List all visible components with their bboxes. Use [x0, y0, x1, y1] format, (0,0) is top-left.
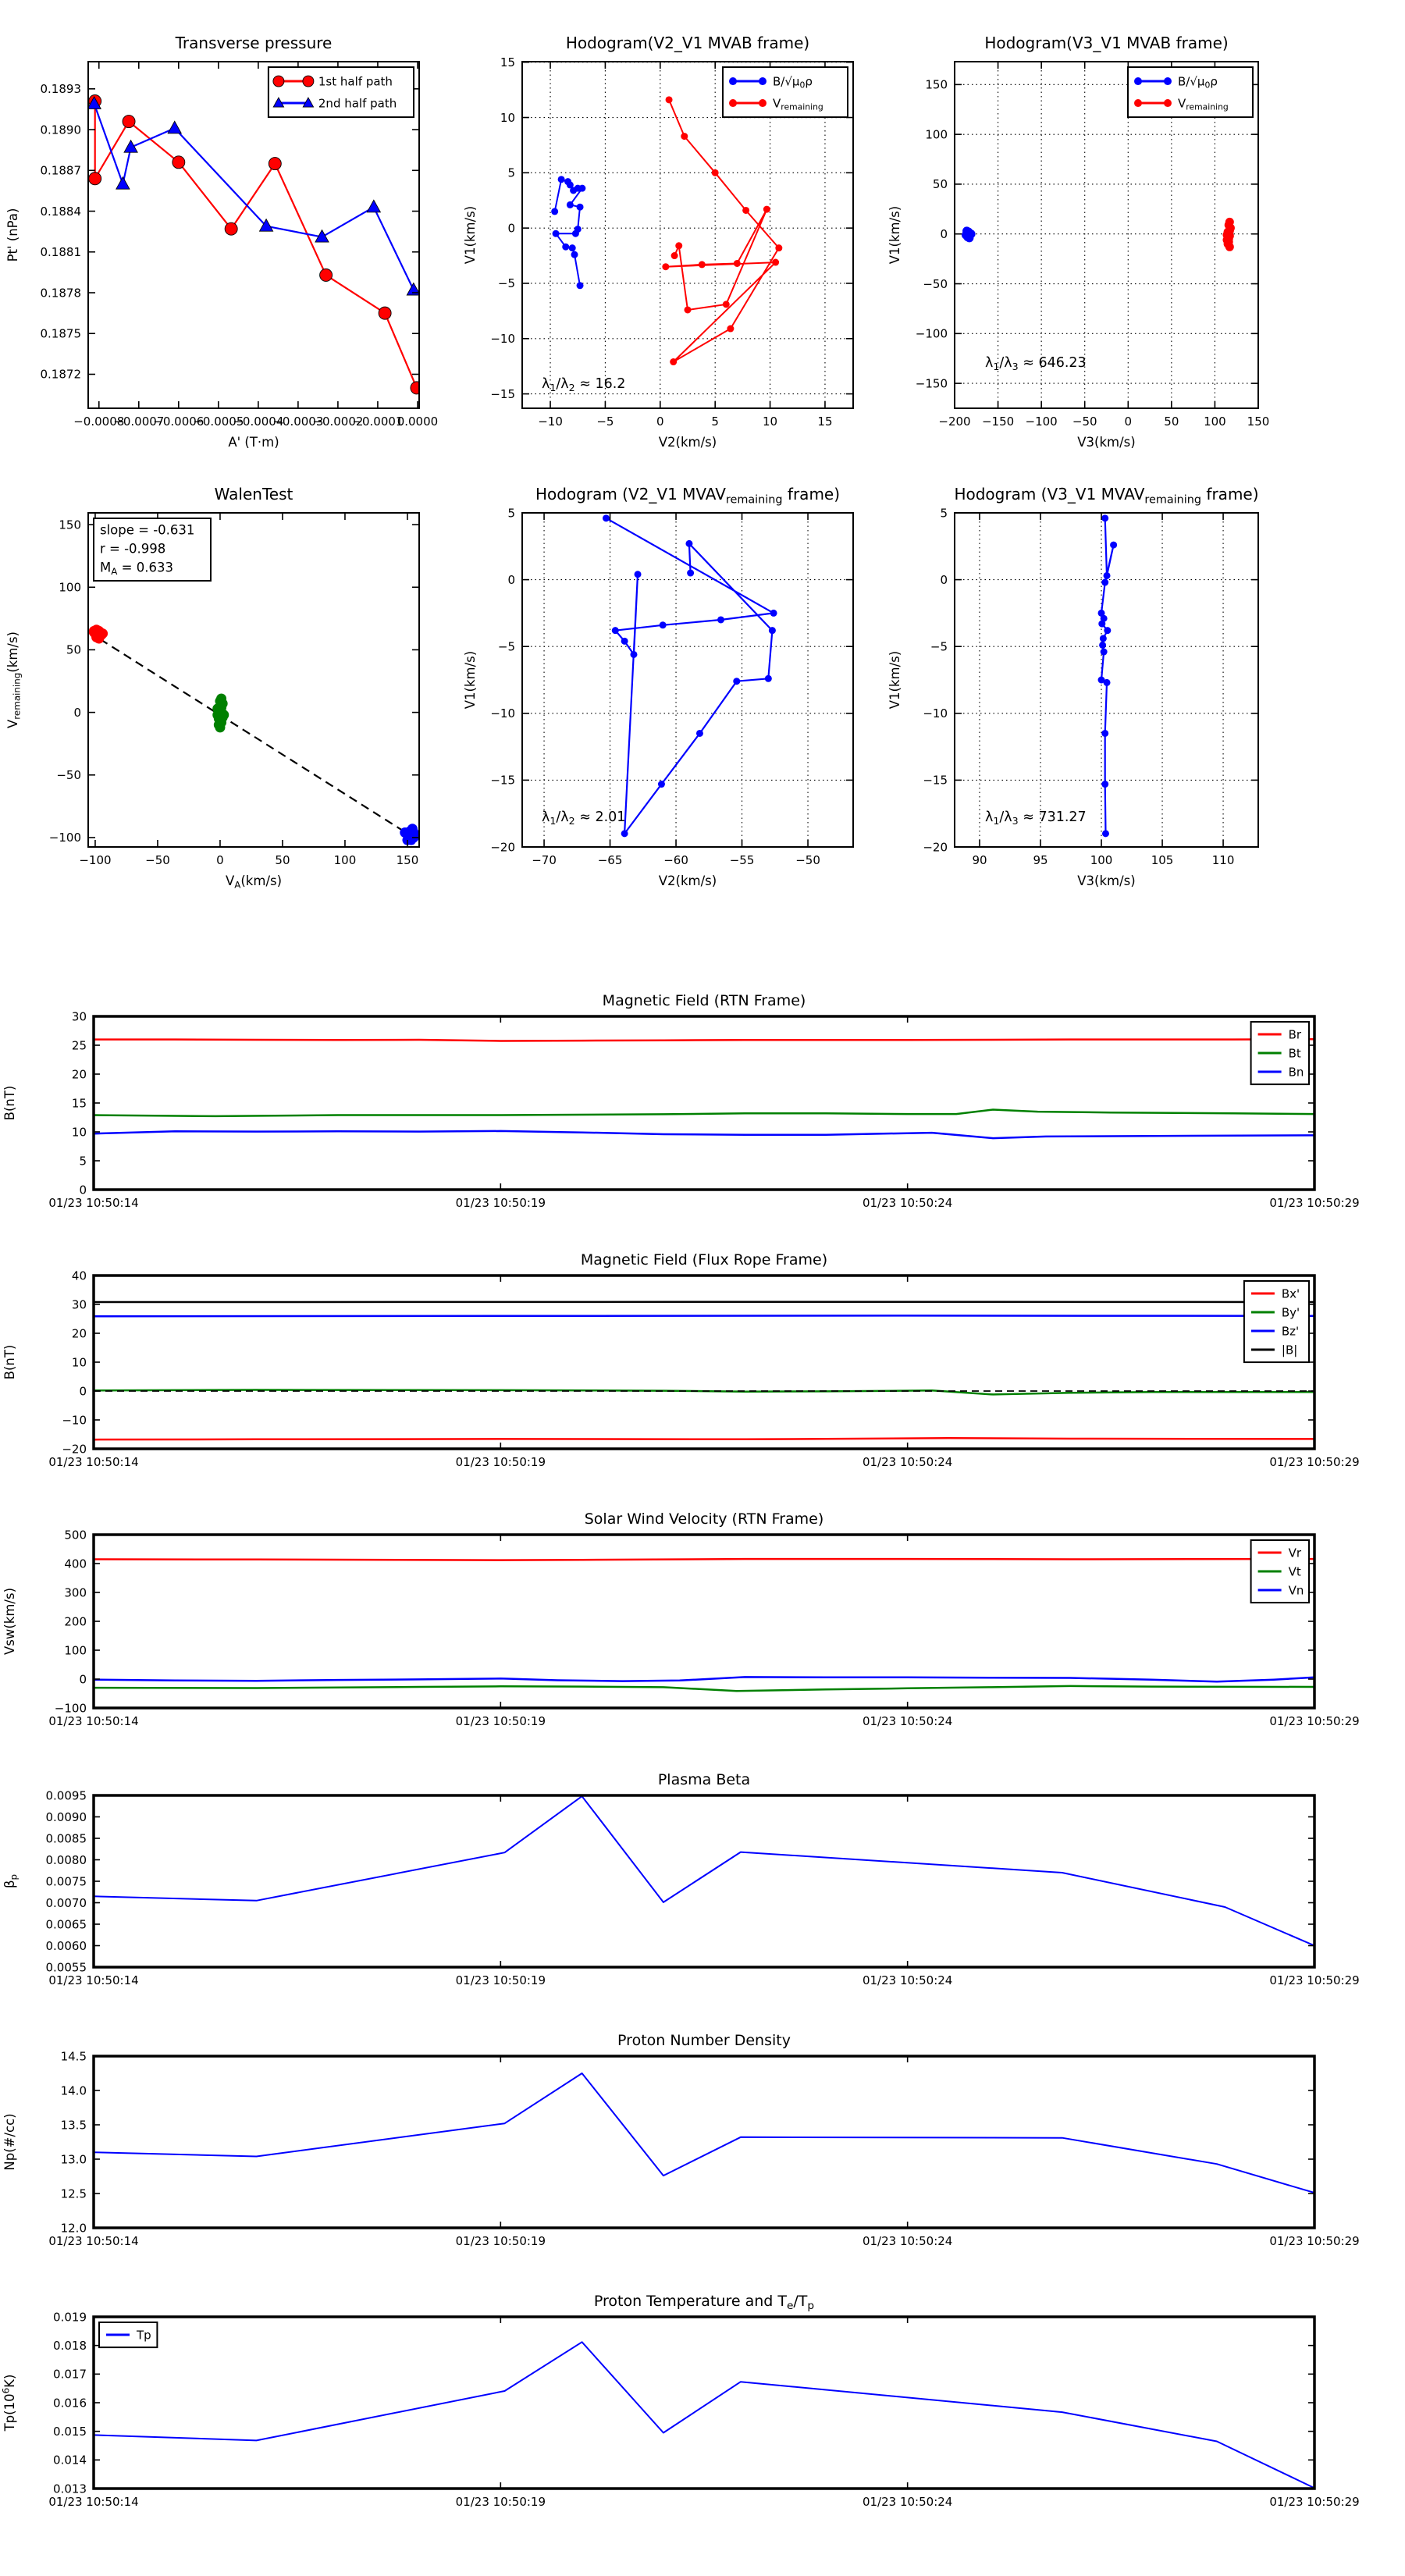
x-tick-label: 01/23 10:50:29: [1269, 1196, 1360, 1210]
y-tick-label: −5: [497, 276, 515, 291]
y-tick-label: 0.1881: [40, 245, 81, 260]
legend-label: Bx': [1281, 1286, 1300, 1301]
y-tick-label: 0.017: [53, 2367, 87, 2382]
y-tick-label: −100: [915, 326, 948, 341]
proton-temperature-series-Tp: [94, 2342, 1314, 2488]
y-tick-label: 0.0090: [45, 1809, 87, 1824]
x-tick-label: 105: [1151, 853, 1174, 867]
x-tick-label: 100: [333, 853, 357, 867]
hodogram-v2v1-mvav-annotation: $\lambda_1/\lambda_2 \approx 2.01$: [542, 809, 626, 827]
y-tick-label: 30: [71, 1009, 87, 1024]
y-tick-label: 20: [71, 1326, 87, 1341]
x-tick-label: 100: [1204, 415, 1226, 429]
y-tick-label: 0: [940, 572, 948, 587]
y-tick-label: −100: [54, 1701, 87, 1716]
magnetic-field-flux-rope-series-Bz-prime: [94, 1315, 1314, 1316]
magnetic-field-rtn-axes: [94, 1016, 1314, 1190]
y-tick-label: 300: [64, 1585, 87, 1600]
hodogram-v3v1-mvav-annotation: $\lambda_1/\lambda_3 \approx 731.27$: [985, 809, 1087, 827]
x-tick-label: −0.0002: [312, 415, 364, 429]
y-tick-label: −20: [923, 840, 948, 855]
plasma-beta: [2, 1771, 1360, 1987]
hodogram-v2v1-mvav-axes: [522, 513, 853, 847]
legend-label: Bt: [1288, 1046, 1301, 1061]
solar-wind-velocity-ylabel: Vsw(km/s): [2, 1587, 17, 1656]
hodogram-v3v1-mvab-ylabel: V1(km/s): [887, 205, 902, 265]
x-tick-label: 01/23 10:50:24: [862, 1973, 953, 1987]
x-tick-label: 01/23 10:50:14: [48, 2495, 139, 2509]
y-tick-label: −50: [923, 276, 948, 291]
y-tick-label: −10: [490, 706, 515, 721]
x-tick-label: 10: [763, 415, 778, 429]
y-tick-label: 0.1878: [40, 286, 81, 301]
proton-number-density-ylabel: Np(#/cc): [2, 2113, 17, 2171]
y-tick-label: 0.1884: [40, 204, 81, 219]
y-tick-label: 50: [932, 177, 948, 192]
x-tick-label: −200: [938, 415, 971, 429]
y-tick-label: 0.0085: [45, 1831, 87, 1846]
x-tick-label: 01/23 10:50:19: [455, 1196, 546, 1210]
magnetic-field-flux-rope-ylabel: B(nT): [2, 1344, 17, 1380]
plasma-beta-ylabel: $\beta_p$: [2, 1873, 20, 1889]
y-tick-label: 100: [925, 127, 948, 142]
magnetic-field-flux-rope-title: Magnetic Field (Flux Rope Frame): [580, 1251, 828, 1268]
legend-label: $B/√\mu_0\rho$: [773, 74, 813, 91]
hodogram-v2v1-mvav-title: Hodogram (V2_V1 $MVAV_{remaining}$ frame): [535, 485, 841, 507]
x-tick-label: 01/23 10:50:29: [1269, 1973, 1360, 1987]
y-tick-label: 10: [71, 1125, 87, 1140]
y-tick-label: 40: [71, 1268, 87, 1283]
y-tick-label: 0: [73, 705, 81, 720]
x-tick-label: 0: [656, 415, 664, 429]
y-tick-label: 0.019: [53, 2310, 87, 2325]
x-tick-label: 15: [817, 415, 833, 429]
x-tick-label: −0.0005: [193, 415, 244, 429]
hodogram-v2v1-mvav-xlabel: V2(km/s): [658, 873, 717, 888]
x-tick-label: −0.0006: [153, 415, 205, 429]
y-tick-label: 0.0080: [45, 1852, 87, 1867]
proton-number-density-title: Proton Number Density: [617, 2032, 791, 2049]
legend-label: 1st half path: [318, 74, 393, 89]
legend-label: Tp: [137, 2328, 151, 2343]
x-tick-label: 01/23 10:50:24: [862, 2495, 953, 2509]
x-tick-label: 150: [1247, 415, 1270, 429]
x-tick-label: 50: [275, 853, 290, 867]
proton-temperature-legend: [99, 2322, 157, 2347]
hodogram-v3v1-mvab-legend: [1128, 67, 1253, 117]
x-tick-label: −100: [79, 853, 112, 867]
hodogram-v3v1-mvab-xlabel: V3(km/s): [1077, 435, 1136, 450]
legend-label: Bn: [1288, 1065, 1304, 1080]
x-tick-label: 01/23 10:50:29: [1269, 1455, 1360, 1469]
y-tick-label: −15: [490, 386, 515, 401]
y-tick-label: 200: [64, 1614, 87, 1629]
y-tick-label: 0.018: [53, 2338, 87, 2353]
y-tick-label: 12.5: [60, 2186, 87, 2201]
x-tick-label: 01/23 10:50:19: [455, 1455, 546, 1469]
walen-test-ylabel: $V_{remaining}(km/s)$: [5, 631, 23, 729]
magnetic-field-rtn-title: Magnetic Field (RTN Frame): [602, 992, 806, 1009]
x-tick-label: 01/23 10:50:14: [48, 1196, 139, 1210]
legend-label: Vt: [1288, 1564, 1301, 1579]
transverse-pressure-series-1st half path: [95, 101, 417, 388]
y-tick-label: 500: [64, 1528, 87, 1542]
x-tick-label: 50: [1164, 415, 1179, 429]
y-tick-label: 0: [507, 221, 515, 236]
x-tick-label: 01/23 10:50:24: [862, 2234, 953, 2248]
transverse-pressure-xlabel: A' (T·m): [228, 435, 279, 450]
hodogram-v3v1-mvav-ylabel: V1(km/s): [887, 650, 902, 710]
y-tick-label: 13.0: [60, 2152, 87, 2167]
x-tick-label: 01/23 10:50:14: [48, 1973, 139, 1987]
y-tick-label: 0.0065: [45, 1917, 87, 1932]
y-tick-label: 0.015: [53, 2424, 87, 2439]
x-tick-label: 0: [1124, 415, 1133, 429]
y-tick-label: 5: [507, 165, 515, 180]
hodogram-v3v1-mvab-title: Hodogram(V3_V1 MVAB frame): [984, 34, 1229, 52]
transverse-pressure-ylabel: Pt' (nPa): [5, 208, 20, 262]
y-tick-label: 100: [59, 580, 81, 595]
x-tick-label: −0.0007: [113, 415, 165, 429]
legend-label: Vn: [1288, 1583, 1304, 1598]
x-tick-label: 01/23 10:50:19: [455, 1973, 546, 1987]
walen-test-title: WalenTest: [214, 485, 293, 503]
solar-wind-velocity-legend: [1251, 1540, 1309, 1603]
y-tick-label: −10: [923, 706, 948, 721]
y-tick-label: 400: [64, 1557, 87, 1571]
x-tick-label: −0.0004: [233, 415, 284, 429]
hodogram-v2v1-mvav-ylabel: V1(km/s): [463, 650, 478, 710]
legend-label: |B|: [1281, 1343, 1298, 1357]
y-tick-label: 0.0075: [45, 1874, 87, 1889]
y-tick-label: 30: [71, 1297, 87, 1312]
y-tick-label: 100: [64, 1643, 87, 1658]
transverse-pressure-title: Transverse pressure: [175, 34, 333, 52]
hodogram-v2v1-mvab-ylabel: V1(km/s): [463, 205, 478, 265]
solar-wind-velocity-axes: [94, 1535, 1314, 1708]
x-tick-label: 01/23 10:50:19: [455, 1714, 546, 1728]
x-tick-label: 01/23 10:50:14: [48, 1714, 139, 1728]
magnetic-field-flux-rope-series-Bx-prime: [94, 1438, 1314, 1439]
y-tick-label: −10: [490, 332, 515, 347]
hodogram-v3v1-mvav: [887, 485, 1259, 888]
y-tick-label: −5: [497, 639, 515, 654]
transverse-pressure-legend: [269, 67, 414, 117]
legend-label: $B/√\mu_0\rho$: [1178, 74, 1218, 91]
x-tick-label: 01/23 10:50:14: [48, 2234, 139, 2248]
y-tick-label: 0.016: [53, 2396, 87, 2411]
y-tick-label: 25: [71, 1038, 87, 1053]
y-tick-label: 15: [500, 55, 515, 69]
hodogram-v2v1-mvab-title: Hodogram(V2_V1 MVAB frame): [565, 34, 810, 52]
magnetic-field-rtn-legend: [1251, 1022, 1309, 1084]
magnetic-field-rtn-series-Bt: [94, 1110, 1314, 1116]
x-tick-label: 0.0000: [397, 415, 439, 429]
hodogram-v2v1-mvab-annotation: $\lambda_1/\lambda_2 \approx 16.2$: [542, 376, 626, 393]
magnetic-field-flux-rope-legend: [1244, 1281, 1309, 1362]
magnetic-field-rtn: [2, 992, 1360, 1210]
hodogram-v2v1-mvab-xlabel: V2(km/s): [658, 435, 717, 450]
x-tick-label: 0: [216, 853, 224, 867]
x-tick-label: 150: [396, 853, 419, 867]
y-tick-label: 5: [507, 506, 515, 521]
walen-test-xlabel: $V_A(km/s)$: [225, 873, 283, 891]
plasma-beta-axes: [94, 1795, 1314, 1967]
x-tick-label: −5: [596, 415, 614, 429]
y-tick-label: 0.0070: [45, 1895, 87, 1910]
legend-label: Br: [1288, 1027, 1302, 1042]
y-tick-label: −150: [915, 376, 948, 391]
x-tick-label: 95: [1033, 853, 1048, 867]
legend-label: Vr: [1288, 1546, 1302, 1560]
x-tick-label: −70: [532, 853, 557, 867]
walen-test: [5, 485, 420, 891]
solar-wind-velocity-series-Vr: [94, 1559, 1314, 1560]
y-tick-label: 14.0: [60, 2083, 87, 2098]
y-tick-label: 0: [79, 1384, 87, 1399]
x-tick-label: 90: [972, 853, 987, 867]
legend-label: $V_{remaining}$: [773, 96, 823, 112]
x-tick-label: 110: [1211, 853, 1235, 867]
x-tick-label: −50: [795, 853, 820, 867]
plasma-beta-title: Plasma Beta: [657, 1771, 751, 1788]
x-tick-label: −65: [597, 853, 623, 867]
hodogram-v2v1-mvab: [463, 34, 853, 450]
y-tick-label: −15: [923, 773, 948, 788]
x-tick-label: −0.0001: [352, 415, 404, 429]
magnetic-field-rtn-ylabel: B(nT): [2, 1085, 17, 1121]
stats-line: slope = -0.631: [100, 522, 195, 538]
y-tick-label: 0.1887: [40, 163, 81, 178]
y-tick-label: −20: [62, 1442, 87, 1457]
y-tick-label: 5: [79, 1154, 87, 1169]
proton-number-density-axes: [94, 2056, 1314, 2228]
x-tick-label: 01/23 10:50:29: [1269, 1714, 1360, 1728]
x-tick-label: 100: [1090, 853, 1113, 867]
y-tick-label: 12.0: [60, 2221, 87, 2236]
x-tick-label: −150: [981, 415, 1015, 429]
y-tick-label: 13.5: [60, 2118, 87, 2133]
proton-temperature-ylabel: $Tp(10^6K)$: [0, 2374, 17, 2432]
hodogram-v3v1-mvav-title: Hodogram (V3_V1 $MVAV_{remaining}$ frame): [954, 485, 1259, 507]
y-tick-label: 0.014: [53, 2453, 87, 2467]
proton-number-density-series-Np: [94, 2073, 1314, 2193]
transverse-pressure: [5, 34, 438, 450]
proton-temperature: [1, 2293, 1360, 2509]
hodogram-v2v1-mvav: [463, 485, 853, 888]
solar-wind-velocity-series-Vn: [94, 1677, 1314, 1681]
hodogram-v2v1-mvab-legend: [723, 67, 848, 117]
y-tick-label: 14.5: [60, 2049, 87, 2064]
solar-wind-velocity-title: Solar Wind Velocity (RTN Frame): [584, 1510, 824, 1528]
plasma-beta-series-beta-p: [94, 1796, 1314, 1945]
y-tick-label: 5: [940, 506, 948, 521]
y-tick-label: 0.0055: [45, 1960, 87, 1975]
solar-wind-velocity: [2, 1510, 1360, 1728]
hodogram-v3v1-mvab-annotation: $\lambda_1/\lambda_3 \approx 646.23$: [985, 355, 1087, 372]
y-tick-label: 0.1890: [40, 123, 81, 137]
y-tick-label: 0.1893: [40, 82, 81, 97]
x-tick-label: 01/23 10:50:29: [1269, 2234, 1360, 2248]
x-tick-label: −50: [145, 853, 170, 867]
y-tick-label: 150: [59, 518, 81, 532]
x-tick-label: 01/23 10:50:19: [455, 2234, 546, 2248]
x-tick-label: 01/23 10:50:14: [48, 1455, 139, 1469]
y-tick-label: 0.1872: [40, 367, 81, 382]
y-tick-label: 0: [940, 226, 948, 241]
y-tick-label: 0.1875: [40, 326, 81, 341]
x-tick-label: 01/23 10:50:24: [862, 1455, 953, 1469]
proton-temperature-title: Proton Temperature and $T_e/T_p$: [593, 2293, 815, 2313]
x-tick-label: 01/23 10:50:24: [862, 1714, 953, 1728]
y-tick-label: 0: [507, 572, 515, 587]
x-tick-label: −60: [663, 853, 688, 867]
y-tick-label: −15: [490, 773, 515, 788]
y-tick-label: 0: [79, 1183, 87, 1197]
x-tick-label: −100: [1025, 415, 1058, 429]
legend-label: By': [1281, 1305, 1300, 1320]
y-tick-label: 10: [500, 110, 515, 125]
walen-test-stats-box: [94, 518, 211, 581]
x-tick-label: 01/23 10:50:19: [455, 2495, 546, 2509]
proton-number-density: [2, 2032, 1360, 2248]
y-tick-label: 15: [71, 1096, 87, 1111]
hodogram-v3v1-mvab: [887, 34, 1269, 450]
y-tick-label: 0.0095: [45, 1788, 87, 1803]
legend-label: $V_{remaining}$: [1178, 96, 1229, 112]
x-tick-label: −0.0008: [73, 415, 125, 429]
y-tick-label: −50: [56, 768, 81, 783]
x-tick-label: −50: [1072, 415, 1097, 429]
x-tick-label: 01/23 10:50:24: [862, 1196, 953, 1210]
x-tick-label: −55: [729, 853, 755, 867]
y-tick-label: −5: [930, 639, 948, 654]
y-tick-label: 0.0060: [45, 1938, 87, 1953]
x-tick-label: −10: [538, 415, 563, 429]
stats-line: r = -0.998: [100, 541, 166, 557]
hodogram-v3v1-mvav-xlabel: V3(km/s): [1077, 873, 1136, 888]
y-tick-label: 0: [79, 1672, 87, 1687]
magnetic-field-flux-rope: [2, 1251, 1360, 1469]
y-tick-label: −10: [62, 1413, 87, 1428]
proton-temperature-axes: [94, 2317, 1314, 2489]
y-tick-label: 50: [66, 642, 81, 657]
hodogram-v2v1-mvav-series-V-remaining-hodogram: [606, 518, 774, 834]
x-tick-label: 01/23 10:50:29: [1269, 2495, 1360, 2509]
y-tick-label: 20: [71, 1067, 87, 1082]
y-tick-label: 10: [71, 1355, 87, 1370]
legend-label: 2nd half path: [318, 96, 397, 111]
x-tick-label: 5: [711, 415, 719, 429]
y-tick-label: 150: [925, 77, 948, 92]
walen-test-series-walen-fit-line: [88, 632, 419, 841]
y-tick-label: −100: [48, 831, 81, 845]
legend-label: Bz': [1281, 1324, 1300, 1339]
stats-line: $M_A = 0.633$: [100, 560, 173, 578]
y-tick-label: 0.013: [53, 2482, 87, 2496]
magnetic-field-rtn-series-Bn: [94, 1131, 1314, 1138]
solar-wind-velocity-series-Vt: [94, 1686, 1314, 1691]
magnetic-field-rtn-series-Br: [94, 1039, 1314, 1041]
y-tick-label: −20: [490, 840, 515, 855]
x-tick-label: −0.0003: [272, 415, 324, 429]
